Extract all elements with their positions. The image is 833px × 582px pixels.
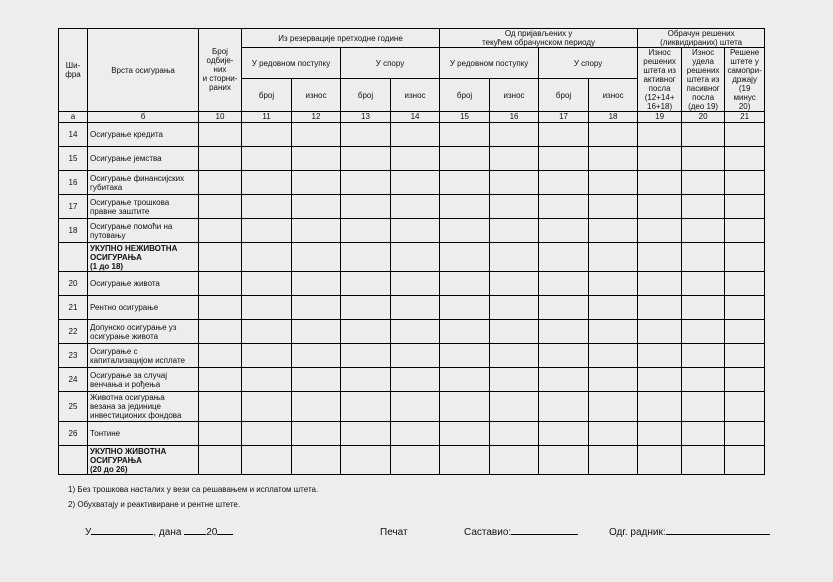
cell-col-14[interactable] <box>391 320 440 344</box>
cell-col-15[interactable] <box>440 422 490 446</box>
row-insurance-type: Рентно осигурање <box>88 296 199 320</box>
cell-col-12[interactable] <box>292 296 341 320</box>
cell-col-17[interactable] <box>539 344 589 368</box>
cell-col-16[interactable] <box>490 368 539 392</box>
cell-col-10[interactable] <box>199 368 242 392</box>
table-row <box>59 344 765 368</box>
cell-col-21[interactable] <box>725 344 765 368</box>
year-field[interactable] <box>217 524 233 535</box>
compiled-label: Саставио: <box>464 527 512 538</box>
cell-col-19[interactable] <box>638 320 682 344</box>
column-index-cell: 17 <box>539 112 589 123</box>
cell-col-14[interactable] <box>391 243 440 272</box>
cell-col-19[interactable] <box>638 243 682 272</box>
place-label: У <box>85 527 92 538</box>
cell-col-20[interactable] <box>682 123 725 147</box>
cell-col-20[interactable] <box>682 446 725 475</box>
cell-col-12[interactable] <box>292 344 341 368</box>
cell-col-13[interactable] <box>341 243 391 272</box>
cell-col-16[interactable] <box>490 422 539 446</box>
col19-header: Износ решених штета из активног посла (12+14+ 16+18) <box>638 48 682 112</box>
table-row <box>59 272 765 296</box>
cell-col-11[interactable] <box>242 272 292 296</box>
claims-table <box>58 28 765 475</box>
table-row <box>59 219 765 243</box>
reported-group-header: Од пријављених у текућем обрачунском периоду <box>440 29 638 48</box>
cell-col-17[interactable] <box>539 171 589 195</box>
column-index-cell: 12 <box>292 112 341 123</box>
cell-col-11[interactable] <box>242 219 292 243</box>
cell-col-21[interactable] <box>725 243 765 272</box>
cell-col-20[interactable] <box>682 344 725 368</box>
cell-col-17[interactable] <box>539 368 589 392</box>
cell-col-13[interactable] <box>341 344 391 368</box>
row-insurance-type: УКУПНО ЖИВОТНА ОСИГУРАЊА (20 до 26) <box>88 446 199 475</box>
cell-col-18[interactable] <box>589 243 638 272</box>
col13-header: број <box>341 79 391 112</box>
cell-col-19[interactable] <box>638 272 682 296</box>
place-field[interactable] <box>91 524 153 535</box>
cell-col-12[interactable] <box>292 243 341 272</box>
cell-col-19[interactable] <box>638 446 682 475</box>
cell-col-10[interactable] <box>199 171 242 195</box>
cell-col-10[interactable] <box>199 344 242 368</box>
cell-col-12[interactable] <box>292 147 341 171</box>
cell-col-18[interactable] <box>589 446 638 475</box>
row-insurance-type: Осигурање кредита <box>88 123 199 147</box>
row-insurance-type: Тонтине <box>88 422 199 446</box>
column-index-cell: 10 <box>199 112 242 123</box>
cell-col-12[interactable] <box>292 368 341 392</box>
cell-col-19[interactable] <box>638 123 682 147</box>
cell-col-11[interactable] <box>242 344 292 368</box>
cell-col-18[interactable] <box>589 392 638 422</box>
cell-col-18[interactable] <box>589 123 638 147</box>
cell-col-13[interactable] <box>341 446 391 475</box>
responsible-line <box>609 524 770 538</box>
cell-col-21[interactable] <box>725 320 765 344</box>
table-row <box>59 392 765 422</box>
col14-header: износ <box>391 79 440 112</box>
cell-col-11[interactable] <box>242 147 292 171</box>
cell-col-15[interactable] <box>440 219 490 243</box>
cell-col-12[interactable] <box>292 171 341 195</box>
code-header: Ши- фра <box>59 29 88 112</box>
cell-col-21[interactable] <box>725 422 765 446</box>
cell-col-21[interactable] <box>725 446 765 475</box>
cell-col-13[interactable] <box>341 296 391 320</box>
cell-col-18[interactable] <box>589 195 638 219</box>
compiled-field[interactable] <box>511 524 578 535</box>
cell-col-18[interactable] <box>589 272 638 296</box>
cell-col-19[interactable] <box>638 147 682 171</box>
cell-col-17[interactable] <box>539 219 589 243</box>
cell-col-17[interactable] <box>539 392 589 422</box>
cell-col-17[interactable] <box>539 296 589 320</box>
cell-col-16[interactable] <box>490 147 539 171</box>
cell-col-19[interactable] <box>638 392 682 422</box>
cell-col-16[interactable] <box>490 195 539 219</box>
cell-col-15[interactable] <box>440 392 490 422</box>
cell-col-18[interactable] <box>589 344 638 368</box>
cell-col-14[interactable] <box>391 147 440 171</box>
cell-col-13[interactable] <box>341 272 391 296</box>
cell-col-19[interactable] <box>638 368 682 392</box>
cell-col-14[interactable] <box>391 392 440 422</box>
cell-col-11[interactable] <box>242 320 292 344</box>
cell-col-14[interactable] <box>391 123 440 147</box>
cell-col-17[interactable] <box>539 446 589 475</box>
cell-col-19[interactable] <box>638 195 682 219</box>
cell-col-15[interactable] <box>440 243 490 272</box>
cell-col-11[interactable] <box>242 392 292 422</box>
column-index-cell: 18 <box>589 112 638 123</box>
column-index-cell: 14 <box>391 112 440 123</box>
cell-col-20[interactable] <box>682 171 725 195</box>
cell-col-14[interactable] <box>391 219 440 243</box>
row-insurance-type: Осигурање трошкова правне заштите <box>88 195 199 219</box>
row-code: 24 <box>59 368 88 392</box>
cell-col-21[interactable] <box>725 147 765 171</box>
column-index-cell: б <box>88 112 199 123</box>
cell-col-17[interactable] <box>539 272 589 296</box>
table-row <box>59 368 765 392</box>
cell-col-10[interactable] <box>199 296 242 320</box>
cell-col-14[interactable] <box>391 195 440 219</box>
year-label: 20 <box>206 527 218 538</box>
cell-col-11[interactable] <box>242 296 292 320</box>
cell-col-15[interactable] <box>440 446 490 475</box>
row-code: 26 <box>59 422 88 446</box>
cell-col-14[interactable] <box>391 446 440 475</box>
responsible-field[interactable] <box>666 524 770 535</box>
footnote-1: 1) Без трошкова насталих у вези са решавањем и исплатом штета. <box>68 485 319 494</box>
cell-col-15[interactable] <box>440 272 490 296</box>
table-row <box>59 320 765 344</box>
col21-header: Решене штете у самопри- држају (19 минус 20) <box>725 48 765 112</box>
cell-col-16[interactable] <box>490 219 539 243</box>
reported-dispute-header: У спору <box>539 48 638 79</box>
table-body <box>59 112 765 475</box>
cell-col-14[interactable] <box>391 368 440 392</box>
row-code: 21 <box>59 296 88 320</box>
cell-col-20[interactable] <box>682 272 725 296</box>
cell-col-17[interactable] <box>539 147 589 171</box>
cell-col-15[interactable] <box>440 195 490 219</box>
responsible-label: Одг. радник: <box>609 527 666 538</box>
cell-col-10[interactable] <box>199 320 242 344</box>
cell-col-20[interactable] <box>682 296 725 320</box>
cell-col-18[interactable] <box>589 147 638 171</box>
cell-col-13[interactable] <box>341 195 391 219</box>
cell-col-12[interactable] <box>292 422 341 446</box>
row-code: 15 <box>59 147 88 171</box>
cell-col-21[interactable] <box>725 392 765 422</box>
cell-col-21[interactable] <box>725 171 765 195</box>
row-code: 25 <box>59 392 88 422</box>
cell-col-20[interactable] <box>682 219 725 243</box>
date-field[interactable] <box>184 524 206 535</box>
cell-col-21[interactable] <box>725 195 765 219</box>
cell-col-12[interactable] <box>292 219 341 243</box>
row-insurance-type: Осигурање с капитализацијом исплате <box>88 344 199 368</box>
cell-col-11[interactable] <box>242 123 292 147</box>
cell-col-21[interactable] <box>725 296 765 320</box>
cell-col-16[interactable] <box>490 243 539 272</box>
reserve-regular-header: У редовном поступку <box>242 48 341 79</box>
place-date-line <box>85 524 233 538</box>
reserve-group-header: Из резервације претходне године <box>242 29 440 48</box>
cell-col-21[interactable] <box>725 368 765 392</box>
cell-col-19[interactable] <box>638 422 682 446</box>
date-label: , дана <box>153 527 182 538</box>
cell-col-20[interactable] <box>682 320 725 344</box>
cell-col-11[interactable] <box>242 422 292 446</box>
cell-col-20[interactable] <box>682 243 725 272</box>
cell-col-20[interactable] <box>682 422 725 446</box>
row-code: 22 <box>59 320 88 344</box>
col17-header: број <box>539 79 589 112</box>
cell-col-18[interactable] <box>589 171 638 195</box>
table-row <box>59 195 765 219</box>
cell-col-14[interactable] <box>391 344 440 368</box>
col11-header: број <box>242 79 292 112</box>
table-row <box>59 296 765 320</box>
cell-col-18[interactable] <box>589 320 638 344</box>
row-code: 16 <box>59 171 88 195</box>
row-insurance-type: Осигурање помоћи на путовању <box>88 219 199 243</box>
cell-col-18[interactable] <box>589 422 638 446</box>
row-code: 14 <box>59 123 88 147</box>
cell-col-10[interactable] <box>199 195 242 219</box>
cell-col-16[interactable] <box>490 272 539 296</box>
cell-col-13[interactable] <box>341 320 391 344</box>
cell-col-20[interactable] <box>682 147 725 171</box>
table-row <box>59 123 765 147</box>
row-insurance-type: УКУПНО НЕЖИВОТНА ОСИГУРАЊА (1 до 18) <box>88 243 199 272</box>
cell-col-10[interactable] <box>199 147 242 171</box>
cell-col-15[interactable] <box>440 171 490 195</box>
cell-col-12[interactable] <box>292 320 341 344</box>
row-insurance-type: Осигурање живота <box>88 272 199 296</box>
row-insurance-type: Животна осигурања везана за јединице инвестиционих фондова <box>88 392 199 422</box>
cell-col-21[interactable] <box>725 123 765 147</box>
cell-col-14[interactable] <box>391 422 440 446</box>
table-row <box>59 446 765 475</box>
cell-col-10[interactable] <box>199 422 242 446</box>
cell-col-16[interactable] <box>490 392 539 422</box>
col16-header: износ <box>490 79 539 112</box>
cell-col-21[interactable] <box>725 219 765 243</box>
table-row <box>59 147 765 171</box>
column-index-cell: 13 <box>341 112 391 123</box>
row-code: 20 <box>59 272 88 296</box>
table-row <box>59 243 765 272</box>
cell-col-12[interactable] <box>292 392 341 422</box>
cell-col-13[interactable] <box>341 368 391 392</box>
cell-col-17[interactable] <box>539 422 589 446</box>
cell-col-10[interactable] <box>199 272 242 296</box>
cell-col-17[interactable] <box>539 320 589 344</box>
cell-col-19[interactable] <box>638 171 682 195</box>
row-code: 18 <box>59 219 88 243</box>
cell-col-10[interactable] <box>199 446 242 475</box>
cell-col-20[interactable] <box>682 392 725 422</box>
cell-col-13[interactable] <box>341 123 391 147</box>
column-index-cell: 16 <box>490 112 539 123</box>
col12-header: износ <box>292 79 341 112</box>
cell-col-19[interactable] <box>638 219 682 243</box>
cell-col-15[interactable] <box>440 147 490 171</box>
cell-col-16[interactable] <box>490 344 539 368</box>
reported-regular-header: У редовном поступку <box>440 48 539 79</box>
col18-header: износ <box>589 79 638 112</box>
cell-col-15[interactable] <box>440 320 490 344</box>
col20-header: Износ удела решених штета из пасивног посла (део 19) <box>682 48 725 112</box>
cell-col-10[interactable] <box>199 392 242 422</box>
cell-col-14[interactable] <box>391 272 440 296</box>
table-row <box>59 422 765 446</box>
cell-col-13[interactable] <box>341 392 391 422</box>
type-header: Врста осигурања <box>88 29 199 112</box>
cell-col-10[interactable] <box>199 243 242 272</box>
footnote-2: 2) Обухватају и реактивиране и рентне штете. <box>68 500 241 509</box>
cell-col-14[interactable] <box>391 171 440 195</box>
cell-col-13[interactable] <box>341 219 391 243</box>
cell-col-20[interactable] <box>682 195 725 219</box>
cell-col-20[interactable] <box>682 368 725 392</box>
row-code <box>59 446 88 475</box>
cell-col-11[interactable] <box>242 195 292 219</box>
cell-col-16[interactable] <box>490 171 539 195</box>
column-index-cell: 15 <box>440 112 490 123</box>
cell-col-12[interactable] <box>292 272 341 296</box>
row-insurance-type: Осигурање финансијских губитака <box>88 171 199 195</box>
cell-col-13[interactable] <box>341 171 391 195</box>
cell-col-18[interactable] <box>589 219 638 243</box>
column-index-cell: а <box>59 112 88 123</box>
cell-col-17[interactable] <box>539 195 589 219</box>
cell-col-19[interactable] <box>638 296 682 320</box>
table-row <box>59 171 765 195</box>
row-code: 17 <box>59 195 88 219</box>
row-insurance-type: Осигурање за случај венчања и рођења <box>88 368 199 392</box>
cell-col-18[interactable] <box>589 296 638 320</box>
column-index-cell: 21 <box>725 112 765 123</box>
cell-col-19[interactable] <box>638 344 682 368</box>
cell-col-13[interactable] <box>341 147 391 171</box>
cell-col-15[interactable] <box>440 123 490 147</box>
cell-col-12[interactable] <box>292 446 341 475</box>
col15-header: број <box>440 79 490 112</box>
cell-col-16[interactable] <box>490 123 539 147</box>
row-code: 23 <box>59 344 88 368</box>
cell-col-14[interactable] <box>391 296 440 320</box>
cell-col-12[interactable] <box>292 123 341 147</box>
table-header <box>59 29 765 112</box>
column-index-row <box>59 112 765 123</box>
cell-col-21[interactable] <box>725 272 765 296</box>
cell-col-16[interactable] <box>490 320 539 344</box>
cell-col-16[interactable] <box>490 296 539 320</box>
cell-col-11[interactable] <box>242 243 292 272</box>
cell-col-10[interactable] <box>199 219 242 243</box>
cell-col-17[interactable] <box>539 123 589 147</box>
column-index-cell: 11 <box>242 112 292 123</box>
settled-group-header: Обрачун решених (ликвидираних) штета <box>638 29 765 48</box>
cell-col-11[interactable] <box>242 171 292 195</box>
cell-col-13[interactable] <box>341 422 391 446</box>
cell-col-17[interactable] <box>539 243 589 272</box>
cell-col-18[interactable] <box>589 368 638 392</box>
column-index-cell: 19 <box>638 112 682 123</box>
cell-col-12[interactable] <box>292 195 341 219</box>
count-header: Број одбије- них и сторни- раних <box>199 29 242 112</box>
cell-col-15[interactable] <box>440 296 490 320</box>
compiled-line <box>464 524 578 538</box>
stamp-label: Печат <box>380 527 408 538</box>
row-code <box>59 243 88 272</box>
cell-col-15[interactable] <box>440 344 490 368</box>
cell-col-10[interactable] <box>199 123 242 147</box>
row-insurance-type: Допунско осигурање уз осигурање живота <box>88 320 199 344</box>
column-index-cell: 20 <box>682 112 725 123</box>
cell-col-16[interactable] <box>490 446 539 475</box>
cell-col-11[interactable] <box>242 368 292 392</box>
cell-col-11[interactable] <box>242 446 292 475</box>
row-insurance-type: Осигурање јемства <box>88 147 199 171</box>
cell-col-15[interactable] <box>440 368 490 392</box>
reserve-dispute-header: У спору <box>341 48 440 79</box>
